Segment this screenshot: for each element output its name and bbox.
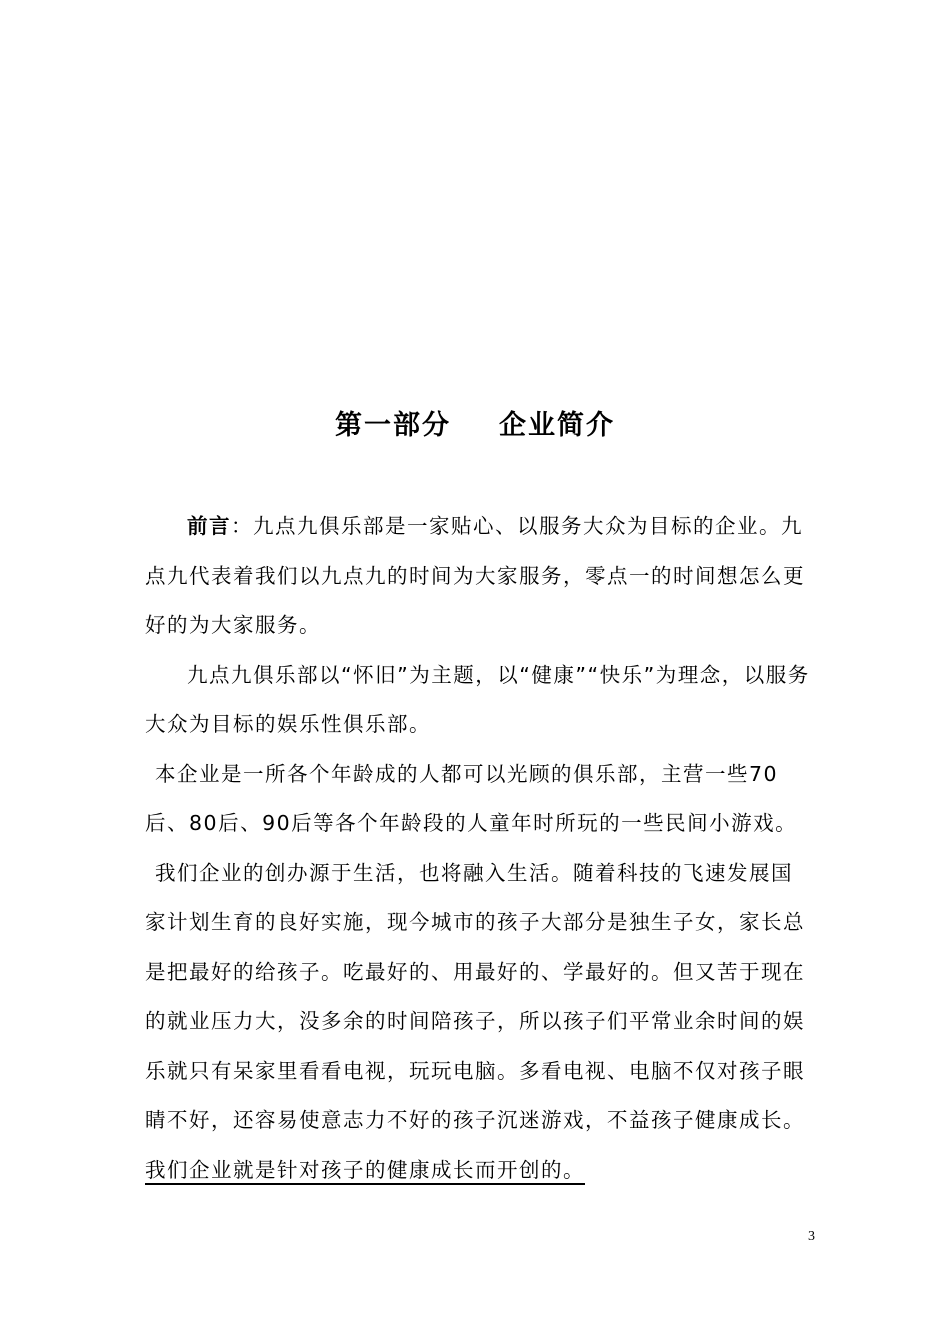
theme-paragraph: 九点九俱乐部以“怀旧”为主题，以“健康”“快乐”为理念，以服务大众为目标的娱乐性俱乐部。 [145, 662, 810, 736]
preface-paragraph [145, 502, 810, 651]
origin-paragraph [145, 849, 810, 1196]
preface-colon: ： [231, 514, 253, 538]
section-title-name: 企业简介 [499, 410, 615, 441]
page-number: 3 [808, 1229, 815, 1244]
body-text [145, 502, 810, 1195]
preface-label: 前言 [187, 514, 231, 538]
section-title-part: 第一部分 [335, 410, 451, 441]
origin-underlined-text: 我们企业就是针对孩子的健康成长而开创的。 [145, 1157, 585, 1182]
origin-text: 我们企业的创办源于生活，也将融入生活。随着科技的飞速发展国家计划生育的良好实施，现今城市的孩子大部分是独生子女，家长总是把最好的给孩子。吃最好的、用最好的、学最好的。但又苦于现在的就业压力大，没多余的时间陪孩子，所以孩子们平常业余时间的娱乐就只有呆家里看看电视，玩玩电脑。多看电视、电脑不仅对孩子眼睛不好，还容易使意志力不好的孩子沉迷游戏，不益孩子健康成长。 [145, 860, 805, 1132]
preface-text: 九点九俱乐部是一家贴心、以服务大众为目标的企业。九点九代表着我们以九点九的时间为大家服务，零点一的时间想怎么更好的为大家服务。 [145, 514, 805, 637]
section-title [0, 404, 950, 448]
business-paragraph: 本企业是一所各个年龄成的人都可以光顾的俱乐部，主营一些70后、80后、90后等各个年龄段的人童年时所玩的一些民间小游戏。 [145, 761, 798, 835]
